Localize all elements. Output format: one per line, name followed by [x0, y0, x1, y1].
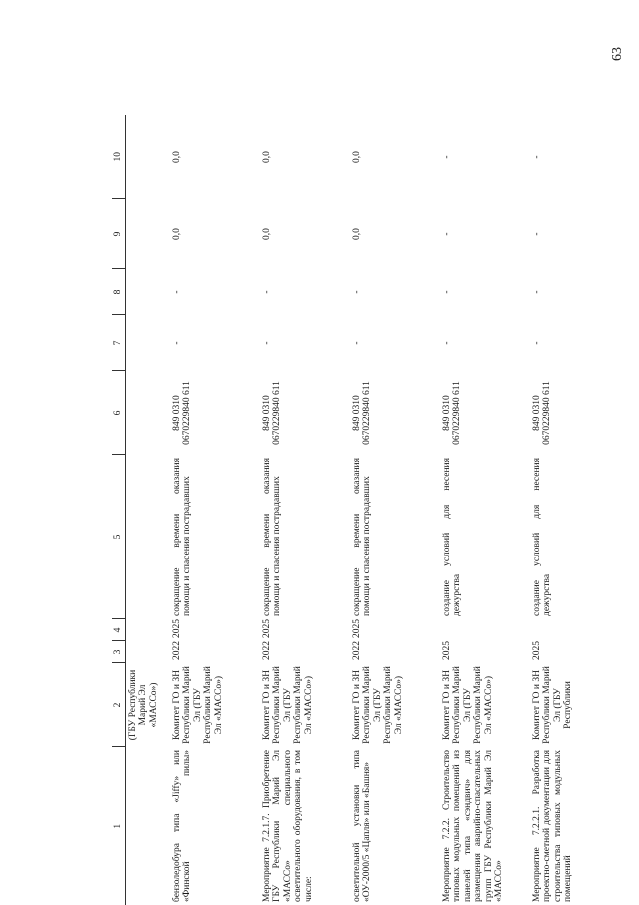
column-number: 6: [112, 371, 125, 455]
value-cell: -: [531, 232, 542, 236]
result-cell: сокращение времени оказания помощи и спасения пострадавших: [351, 458, 372, 616]
executor-cell: Комитет ГО и ЗН Республики Марий Эл (ГБУ Республики Марий Эл «МАССо»): [171, 666, 224, 744]
value-cell: -: [171, 341, 182, 345]
end-year-cell: 2025: [171, 619, 182, 638]
measure-name-cell: Мероприятие 7.2.2. Строительство типовых модульных помещений из панелей типа «сэндвич» для размещения аварийно-спасательных групп ГБУ Республики Марий Эл «МАССо»: [441, 750, 504, 902]
continuation-row: [125, 115, 170, 905]
column-number: 9: [112, 199, 125, 269]
value-cell: -: [531, 341, 542, 345]
column-number-row: [112, 115, 125, 905]
result-cell: сокращение времени оказания помощи и спасения пострадавших: [171, 458, 192, 616]
value-cell: 0,0: [351, 151, 362, 163]
value-cell: 0,0: [351, 228, 362, 240]
start-year-cell: 2025: [441, 641, 452, 660]
executor-cell: Комитет ГО и ЗН Республики Марий Эл (ГБУ Республики Марий Эл «МАССо»): [351, 666, 404, 744]
end-year-cell: 2025: [351, 619, 362, 638]
column-number: 7: [112, 315, 125, 371]
budget-code-cell: 849 0310 0670229840 611: [441, 381, 462, 445]
end-year-cell: [440, 619, 530, 641]
value-cell: 0,0: [261, 228, 272, 240]
value-cell: -: [531, 290, 542, 294]
column-number: 10: [112, 115, 125, 199]
value-cell: 0,0: [261, 151, 272, 163]
value-cell: -: [531, 155, 542, 159]
budget-code-cell: 849 0310 0670229840 611: [171, 381, 192, 445]
column-number: 5: [112, 455, 125, 619]
measure-name-cell: бензоледобура типа «Jiffy» или «Финской пилы»: [171, 750, 192, 902]
value-cell: -: [171, 290, 182, 294]
value-cell: -: [351, 341, 362, 345]
value-cell: -: [261, 341, 272, 345]
result-cell: создание условий для несения дежурства: [441, 458, 462, 616]
end-year-cell: 2025: [261, 619, 272, 638]
executor-cell: Комитет ГО и ЗН Республики Марий Эл (ГБУ Республики Марий Эл «МАССо»): [441, 666, 494, 744]
value-cell: 0,0: [171, 228, 182, 240]
measure-name-cell: осветительной установки типа «ОУ-2000/5 «Цапля» или «Башня»: [351, 750, 372, 902]
column-number: 1: [112, 747, 125, 905]
table-row: [260, 115, 350, 905]
column-number: 2: [112, 663, 125, 747]
column-number: 3: [112, 641, 125, 663]
column-number: 8: [112, 269, 125, 315]
executor-cell: (ГБУ Республики Марий Эл «МАССо»): [127, 669, 159, 741]
executor-cell: Комитет ГО и ЗН Республики Марий Эл (ГБУ Республики Марий Эл «МАССо»): [261, 666, 314, 744]
value-cell: -: [441, 290, 452, 294]
column-number: 4: [112, 619, 125, 641]
end-year-cell: [530, 619, 620, 641]
executor-cell: Комитет ГО и ЗН Республики Марий Эл (ГБУ Республики: [531, 666, 573, 744]
budget-code-cell: 849 0310 0670229840 611: [351, 381, 372, 445]
measure-name-cell: Мероприятие 7.2.2.1. Разработка проектно-сметной документации для строительства типовых модульных помещений: [531, 750, 573, 902]
start-year-cell: 2025: [531, 641, 542, 660]
start-year-cell: 2022: [261, 641, 272, 660]
table-row: [170, 115, 260, 905]
measure-name-cell: Мероприятие 7.2.1.7. Приобретение ГБУ Республики Марий Эл «МАССо» специального осветительного оборудования, в том числе:: [261, 750, 314, 902]
value-cell: 0,0: [171, 151, 182, 163]
value-cell: -: [441, 341, 452, 345]
value-cell: -: [351, 290, 362, 294]
program-table: [112, 115, 620, 905]
table-row: [530, 115, 620, 905]
value-cell: -: [261, 290, 272, 294]
page-number: 63: [610, 47, 625, 61]
table-row: [440, 115, 530, 905]
result-cell: сокращение времени оказания помощи и спасения пострадавших: [261, 458, 282, 616]
rotated-table-area: [112, 115, 598, 905]
budget-code-cell: 849 0310 0670229840 611: [261, 381, 282, 445]
value-cell: -: [441, 155, 452, 159]
start-year-cell: 2022: [171, 641, 182, 660]
result-cell: создание условий для несения дежурства: [531, 458, 552, 616]
value-cell: -: [441, 232, 452, 236]
table-row: [350, 115, 440, 905]
start-year-cell: 2022: [351, 641, 362, 660]
budget-code-cell: 849 0310 0670229840 611: [531, 381, 552, 445]
